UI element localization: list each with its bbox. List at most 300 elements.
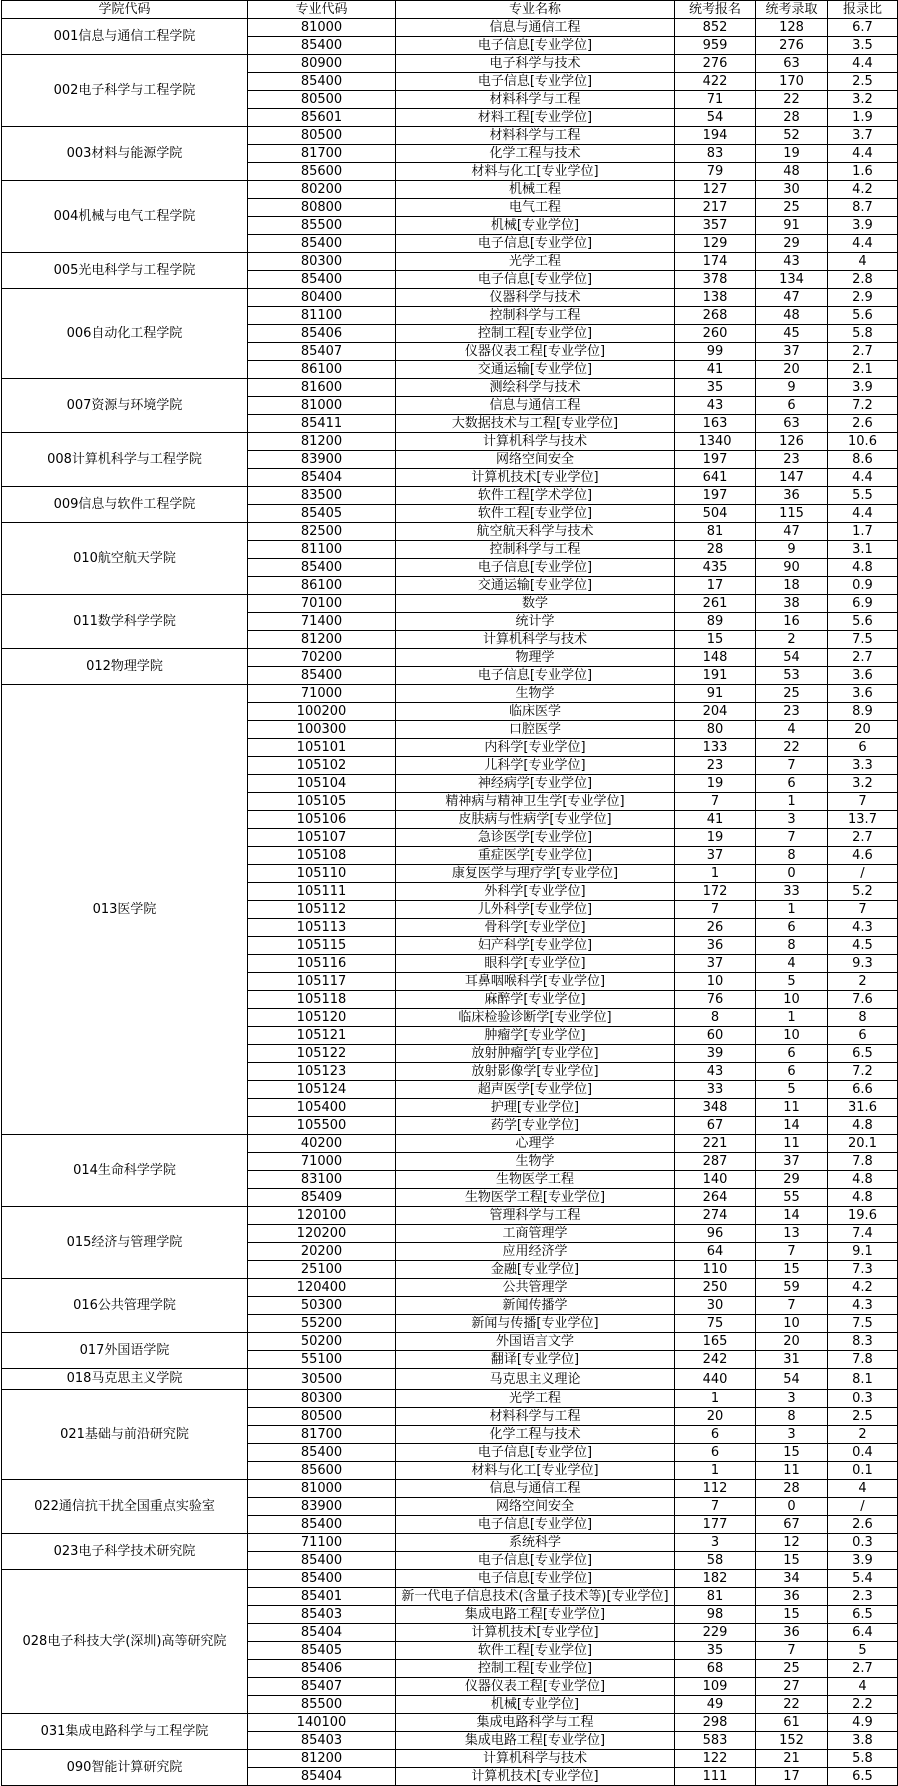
- applicants-cell: 852: [675, 19, 756, 37]
- table-row: [2, 1570, 898, 1588]
- ratio-cell: 3.8: [828, 1732, 898, 1750]
- major-code-cell: 105101: [248, 739, 396, 757]
- admitted-cell: 19: [756, 145, 828, 163]
- ratio-cell: 2.9: [828, 289, 898, 307]
- applicants-cell: 111: [675, 1768, 756, 1786]
- applicants-cell: 112: [675, 1480, 756, 1498]
- major-code-cell: 105123: [248, 1063, 396, 1081]
- admitted-cell: 4: [756, 721, 828, 739]
- ratio-cell: 7.3: [828, 1261, 898, 1279]
- admitted-cell: 11: [756, 1099, 828, 1117]
- major-code-cell: 82500: [248, 523, 396, 541]
- major-name-cell: 电子信息[专业学位]: [396, 271, 675, 289]
- applicants-cell: 221: [675, 1135, 756, 1153]
- major-name-cell: 计算机技术[专业学位]: [396, 469, 675, 487]
- ratio-cell: 3.5: [828, 37, 898, 55]
- applicants-cell: 26: [675, 919, 756, 937]
- major-name-cell: 软件工程[学术学位]: [396, 487, 675, 505]
- major-name-cell: 内科学[专业学位]: [396, 739, 675, 757]
- applicants-cell: 37: [675, 847, 756, 865]
- ratio-cell: 2.6: [828, 415, 898, 433]
- major-code-cell: 105120: [248, 1009, 396, 1027]
- major-name-cell: 统计学: [396, 613, 675, 631]
- admitted-cell: 6: [756, 1045, 828, 1063]
- table-row: [2, 1333, 898, 1351]
- admitted-cell: 25: [756, 1660, 828, 1678]
- applicants-cell: 8: [675, 1009, 756, 1027]
- admitted-cell: 6: [756, 1063, 828, 1081]
- ratio-cell: 7: [828, 793, 898, 811]
- ratio-cell: /: [828, 865, 898, 883]
- admitted-cell: 25: [756, 199, 828, 217]
- major-code-cell: 140100: [248, 1714, 396, 1732]
- table-row: [2, 685, 898, 703]
- major-name-cell: 妇产科学[专业学位]: [396, 937, 675, 955]
- admitted-cell: 126: [756, 433, 828, 451]
- college-name-cell: 014生命科学学院: [2, 1135, 248, 1207]
- applicants-cell: 172: [675, 883, 756, 901]
- ratio-cell: 2.7: [828, 649, 898, 667]
- major-code-cell: 71000: [248, 1153, 396, 1171]
- college-name-cell: 001信息与通信工程学院: [2, 19, 248, 55]
- major-name-cell: 集成电路工程[专业学位]: [396, 1732, 675, 1750]
- admitted-cell: 1: [756, 901, 828, 919]
- admitted-cell: 7: [756, 757, 828, 775]
- college-name-cell: 007资源与环境学院: [2, 379, 248, 433]
- applicants-cell: 10: [675, 973, 756, 991]
- major-name-cell: 放射影像学[专业学位]: [396, 1063, 675, 1081]
- applicants-cell: 110: [675, 1261, 756, 1279]
- ratio-cell: 6.7: [828, 19, 898, 37]
- applicants-cell: 348: [675, 1099, 756, 1117]
- admitted-cell: 134: [756, 271, 828, 289]
- admitted-cell: 8: [756, 937, 828, 955]
- major-code-cell: 105122: [248, 1045, 396, 1063]
- admitted-cell: 53: [756, 667, 828, 685]
- applicants-cell: 17: [675, 577, 756, 595]
- major-name-cell: 康复医学与理疗学[专业学位]: [396, 865, 675, 883]
- ratio-cell: 2.6: [828, 1516, 898, 1534]
- ratio-cell: 2.7: [828, 343, 898, 361]
- admitted-cell: 7: [756, 1642, 828, 1660]
- admitted-cell: 6: [756, 397, 828, 415]
- table-row: [2, 1390, 898, 1408]
- ratio-cell: 8.1: [828, 1369, 898, 1390]
- major-name-cell: 控制科学与工程: [396, 541, 675, 559]
- major-code-cell: 80300: [248, 1390, 396, 1408]
- admitted-cell: 54: [756, 649, 828, 667]
- admitted-cell: 11: [756, 1135, 828, 1153]
- ratio-cell: 8.6: [828, 451, 898, 469]
- major-code-cell: 81000: [248, 397, 396, 415]
- applicants-cell: 148: [675, 649, 756, 667]
- college-name-cell: 013医学院: [2, 685, 248, 1135]
- ratio-cell: 4.8: [828, 559, 898, 577]
- applicants-cell: 959: [675, 37, 756, 55]
- admitted-cell: 29: [756, 1171, 828, 1189]
- major-name-cell: 计算机科学与技术: [396, 1750, 675, 1768]
- table-row: [2, 487, 898, 505]
- applicants-cell: 1: [675, 1390, 756, 1408]
- major-code-cell: 85500: [248, 1696, 396, 1714]
- ratio-cell: 7.5: [828, 1315, 898, 1333]
- ratio-cell: 4.4: [828, 469, 898, 487]
- applicants-cell: 58: [675, 1552, 756, 1570]
- ratio-cell: 2.5: [828, 1408, 898, 1426]
- major-name-cell: 仪器科学与技术: [396, 289, 675, 307]
- admitted-cell: 63: [756, 415, 828, 433]
- major-code-cell: 85403: [248, 1732, 396, 1750]
- major-code-cell: 80400: [248, 289, 396, 307]
- admitted-cell: 21: [756, 1750, 828, 1768]
- major-name-cell: 集成电路工程[专业学位]: [396, 1606, 675, 1624]
- applicants-cell: 274: [675, 1207, 756, 1225]
- major-name-cell: 交通运输[专业学位]: [396, 577, 675, 595]
- major-name-cell: 肿瘤学[专业学位]: [396, 1027, 675, 1045]
- admitted-cell: 52: [756, 127, 828, 145]
- major-code-cell: 120400: [248, 1279, 396, 1297]
- major-name-cell: 材料科学与工程: [396, 1408, 675, 1426]
- applicants-cell: 177: [675, 1516, 756, 1534]
- applicants-cell: 127: [675, 181, 756, 199]
- ratio-cell: 4.3: [828, 1297, 898, 1315]
- applicants-cell: 96: [675, 1225, 756, 1243]
- major-name-cell: 系统科学: [396, 1534, 675, 1552]
- major-code-cell: 85400: [248, 1552, 396, 1570]
- applicants-cell: 41: [675, 361, 756, 379]
- admitted-cell: 20: [756, 1333, 828, 1351]
- applicants-cell: 1: [675, 1462, 756, 1480]
- admitted-cell: 13: [756, 1225, 828, 1243]
- major-name-cell: 金融[专业学位]: [396, 1261, 675, 1279]
- ratio-cell: 1.9: [828, 109, 898, 127]
- major-code-cell: 85405: [248, 505, 396, 523]
- major-code-cell: 81600: [248, 379, 396, 397]
- applicants-cell: 268: [675, 307, 756, 325]
- applicants-cell: 641: [675, 469, 756, 487]
- major-code-cell: 85600: [248, 163, 396, 181]
- major-name-cell: 计算机科学与技术: [396, 631, 675, 649]
- major-name-cell: 控制工程[专业学位]: [396, 1660, 675, 1678]
- applicants-cell: 504: [675, 505, 756, 523]
- admitted-cell: 10: [756, 991, 828, 1009]
- major-name-cell: 仪器仪表工程[专业学位]: [396, 1678, 675, 1696]
- major-code-cell: 71000: [248, 685, 396, 703]
- major-code-cell: 81100: [248, 307, 396, 325]
- ratio-cell: 20.1: [828, 1135, 898, 1153]
- applicants-cell: 98: [675, 1606, 756, 1624]
- admitted-cell: 36: [756, 1624, 828, 1642]
- table-row: [2, 1750, 898, 1768]
- major-code-cell: 80300: [248, 253, 396, 271]
- major-code-cell: 105121: [248, 1027, 396, 1045]
- applicants-cell: 174: [675, 253, 756, 271]
- applicants-cell: 422: [675, 73, 756, 91]
- admitted-cell: 6: [756, 919, 828, 937]
- college-name-cell: 021基础与前沿研究院: [2, 1390, 248, 1480]
- major-name-cell: 耳鼻咽喉科学[专业学位]: [396, 973, 675, 991]
- applicants-cell: 81: [675, 1588, 756, 1606]
- ratio-cell: 0.3: [828, 1390, 898, 1408]
- admitted-cell: 7: [756, 829, 828, 847]
- applicants-cell: 242: [675, 1351, 756, 1369]
- major-code-cell: 85400: [248, 235, 396, 253]
- major-code-cell: 70200: [248, 649, 396, 667]
- major-name-cell: 化学工程与技术: [396, 145, 675, 163]
- applicants-cell: 122: [675, 1750, 756, 1768]
- admitted-cell: 15: [756, 1606, 828, 1624]
- major-name-cell: 机械工程: [396, 181, 675, 199]
- major-code-cell: 25100: [248, 1261, 396, 1279]
- major-code-cell: 105104: [248, 775, 396, 793]
- applicants-cell: 80: [675, 721, 756, 739]
- major-code-cell: 85411: [248, 415, 396, 433]
- major-name-cell: 软件工程[专业学位]: [396, 1642, 675, 1660]
- applicants-cell: 19: [675, 829, 756, 847]
- applicants-cell: 129: [675, 235, 756, 253]
- applicants-cell: 89: [675, 613, 756, 631]
- major-code-cell: 81100: [248, 541, 396, 559]
- header-applicants: 统考报名: [675, 1, 756, 19]
- major-code-cell: 86100: [248, 361, 396, 379]
- ratio-cell: 7.8: [828, 1351, 898, 1369]
- applicants-cell: 43: [675, 1063, 756, 1081]
- admitted-cell: 3: [756, 1426, 828, 1444]
- major-code-cell: 80200: [248, 181, 396, 199]
- applicants-cell: 79: [675, 163, 756, 181]
- ratio-cell: 4.5: [828, 937, 898, 955]
- admitted-cell: 67: [756, 1516, 828, 1534]
- major-name-cell: 物理学: [396, 649, 675, 667]
- major-name-cell: 生物医学工程[专业学位]: [396, 1189, 675, 1207]
- major-code-cell: 81000: [248, 1480, 396, 1498]
- major-name-cell: 光学工程: [396, 1390, 675, 1408]
- table-row: [2, 1534, 898, 1552]
- applicants-cell: 37: [675, 955, 756, 973]
- major-code-cell: 85500: [248, 217, 396, 235]
- major-code-cell: 85404: [248, 1624, 396, 1642]
- admitted-cell: 15: [756, 1444, 828, 1462]
- ratio-cell: 3.6: [828, 685, 898, 703]
- applicants-cell: 163: [675, 415, 756, 433]
- admitted-cell: 147: [756, 469, 828, 487]
- ratio-cell: 2: [828, 1426, 898, 1444]
- major-name-cell: 材料与化工[专业学位]: [396, 1462, 675, 1480]
- major-code-cell: 85601: [248, 109, 396, 127]
- major-name-cell: 生物学: [396, 1153, 675, 1171]
- ratio-cell: 7.2: [828, 1063, 898, 1081]
- applicants-cell: 99: [675, 343, 756, 361]
- ratio-cell: 5.2: [828, 883, 898, 901]
- admitted-cell: 3: [756, 1390, 828, 1408]
- major-code-cell: 80500: [248, 127, 396, 145]
- ratio-cell: 8.7: [828, 199, 898, 217]
- applicants-cell: 3: [675, 1534, 756, 1552]
- ratio-cell: 5.6: [828, 307, 898, 325]
- admitted-cell: 55: [756, 1189, 828, 1207]
- applicants-cell: 68: [675, 1660, 756, 1678]
- header-admitted: 统考录取: [756, 1, 828, 19]
- major-name-cell: 生物医学工程: [396, 1171, 675, 1189]
- admitted-cell: 20: [756, 361, 828, 379]
- admitted-cell: 276: [756, 37, 828, 55]
- ratio-cell: 7.5: [828, 631, 898, 649]
- major-name-cell: 新闻传播学: [396, 1297, 675, 1315]
- major-code-cell: 120200: [248, 1225, 396, 1243]
- applicants-cell: 35: [675, 1642, 756, 1660]
- major-name-cell: 交通运输[专业学位]: [396, 361, 675, 379]
- major-code-cell: 70100: [248, 595, 396, 613]
- admitted-cell: 30: [756, 181, 828, 199]
- admitted-cell: 38: [756, 595, 828, 613]
- major-name-cell: 心理学: [396, 1135, 675, 1153]
- table-body: [2, 19, 898, 1786]
- major-name-cell: 光学工程: [396, 253, 675, 271]
- ratio-cell: 3.2: [828, 775, 898, 793]
- ratio-cell: 2.7: [828, 1660, 898, 1678]
- applicants-cell: 49: [675, 1696, 756, 1714]
- applicants-cell: 15: [675, 631, 756, 649]
- ratio-cell: 5.5: [828, 487, 898, 505]
- admitted-cell: 23: [756, 703, 828, 721]
- ratio-cell: 0.1: [828, 1462, 898, 1480]
- table-row: [2, 289, 898, 307]
- college-name-cell: 012物理学院: [2, 649, 248, 685]
- major-code-cell: 105106: [248, 811, 396, 829]
- college-name-cell: 002电子科学与工程学院: [2, 55, 248, 127]
- major-name-cell: 电子信息[专业学位]: [396, 559, 675, 577]
- admitted-cell: 9: [756, 541, 828, 559]
- major-name-cell: 眼科学[专业学位]: [396, 955, 675, 973]
- major-name-cell: 放射肿瘤学[专业学位]: [396, 1045, 675, 1063]
- ratio-cell: 8: [828, 1009, 898, 1027]
- ratio-cell: 4.4: [828, 145, 898, 163]
- major-code-cell: 86100: [248, 577, 396, 595]
- major-code-cell: 85400: [248, 73, 396, 91]
- ratio-cell: 3.1: [828, 541, 898, 559]
- admitted-cell: 5: [756, 1081, 828, 1099]
- applicants-cell: 204: [675, 703, 756, 721]
- major-name-cell: 工商管理学: [396, 1225, 675, 1243]
- major-name-cell: 超声医学[专业学位]: [396, 1081, 675, 1099]
- college-name-cell: 016公共管理学院: [2, 1279, 248, 1333]
- major-name-cell: 新闻与传播[专业学位]: [396, 1315, 675, 1333]
- major-code-cell: 105110: [248, 865, 396, 883]
- major-code-cell: 85400: [248, 37, 396, 55]
- major-code-cell: 85400: [248, 271, 396, 289]
- admitted-cell: 10: [756, 1315, 828, 1333]
- major-name-cell: 管理科学与工程: [396, 1207, 675, 1225]
- major-name-cell: 信息与通信工程: [396, 1480, 675, 1498]
- ratio-cell: 4: [828, 1480, 898, 1498]
- ratio-cell: 31.6: [828, 1099, 898, 1117]
- major-name-cell: 电子信息[专业学位]: [396, 1516, 675, 1534]
- admitted-cell: 0: [756, 1498, 828, 1516]
- major-code-cell: 85401: [248, 1588, 396, 1606]
- ratio-cell: 19.6: [828, 1207, 898, 1225]
- table-row: [2, 433, 898, 451]
- ratio-cell: 5.6: [828, 613, 898, 631]
- ratio-cell: 7.2: [828, 397, 898, 415]
- major-name-cell: 电子信息[专业学位]: [396, 73, 675, 91]
- major-code-cell: 85409: [248, 1189, 396, 1207]
- applicants-cell: 165: [675, 1333, 756, 1351]
- major-code-cell: 85404: [248, 469, 396, 487]
- major-name-cell: 精神病与精神卫生学[专业学位]: [396, 793, 675, 811]
- ratio-cell: 3.9: [828, 1552, 898, 1570]
- major-name-cell: 电子信息[专业学位]: [396, 667, 675, 685]
- major-code-cell: 80800: [248, 199, 396, 217]
- admitted-cell: 28: [756, 1480, 828, 1498]
- college-name-cell: 009信息与软件工程学院: [2, 487, 248, 523]
- ratio-cell: 1.6: [828, 163, 898, 181]
- applicants-cell: 60: [675, 1027, 756, 1045]
- major-name-cell: 口腔医学: [396, 721, 675, 739]
- major-code-cell: 105117: [248, 973, 396, 991]
- ratio-cell: 4.8: [828, 1171, 898, 1189]
- admitted-cell: 11: [756, 1462, 828, 1480]
- ratio-cell: 7: [828, 901, 898, 919]
- major-code-cell: 50300: [248, 1297, 396, 1315]
- major-code-cell: 71100: [248, 1534, 396, 1552]
- major-code-cell: 80500: [248, 1408, 396, 1426]
- major-code-cell: 20200: [248, 1243, 396, 1261]
- major-code-cell: 83900: [248, 1498, 396, 1516]
- ratio-cell: 6: [828, 739, 898, 757]
- major-code-cell: 80900: [248, 55, 396, 73]
- major-name-cell: 新一代电子信息技术(含量子技术等)[专业学位]: [396, 1588, 675, 1606]
- header-ratio: 报录比: [828, 1, 898, 19]
- applicants-cell: 276: [675, 55, 756, 73]
- ratio-cell: 9.3: [828, 955, 898, 973]
- major-code-cell: 105111: [248, 883, 396, 901]
- ratio-cell: 2: [828, 973, 898, 991]
- table-row: [2, 1135, 898, 1153]
- major-code-cell: 105105: [248, 793, 396, 811]
- ratio-cell: 9.1: [828, 1243, 898, 1261]
- ratio-cell: 3.6: [828, 667, 898, 685]
- admitted-cell: 47: [756, 289, 828, 307]
- admission-table: [1, 0, 898, 1786]
- major-name-cell: 集成电路科学与工程: [396, 1714, 675, 1732]
- ratio-cell: 2.8: [828, 271, 898, 289]
- applicants-cell: 357: [675, 217, 756, 235]
- major-code-cell: 83900: [248, 451, 396, 469]
- ratio-cell: 7.8: [828, 1153, 898, 1171]
- applicants-cell: 19: [675, 775, 756, 793]
- major-code-cell: 105113: [248, 919, 396, 937]
- admitted-cell: 2: [756, 631, 828, 649]
- ratio-cell: 6.5: [828, 1045, 898, 1063]
- ratio-cell: 4.4: [828, 55, 898, 73]
- ratio-cell: 4.4: [828, 235, 898, 253]
- admitted-cell: 5: [756, 973, 828, 991]
- ratio-cell: 4.3: [828, 919, 898, 937]
- college-name-cell: 006自动化工程学院: [2, 289, 248, 379]
- major-name-cell: 材料工程[专业学位]: [396, 109, 675, 127]
- admitted-cell: 1: [756, 793, 828, 811]
- major-name-cell: 机械[专业学位]: [396, 1696, 675, 1714]
- college-name-cell: 005光电科学与工程学院: [2, 253, 248, 289]
- admission-table-container: [1, 0, 897, 1786]
- ratio-cell: 3.2: [828, 91, 898, 109]
- major-name-cell: 材料科学与工程: [396, 91, 675, 109]
- ratio-cell: 7.4: [828, 1225, 898, 1243]
- college-name-cell: 018马克思主义学院: [2, 1369, 248, 1390]
- major-name-cell: 药学[专业学位]: [396, 1117, 675, 1135]
- applicants-cell: 39: [675, 1045, 756, 1063]
- major-name-cell: 电子信息[专业学位]: [396, 1570, 675, 1588]
